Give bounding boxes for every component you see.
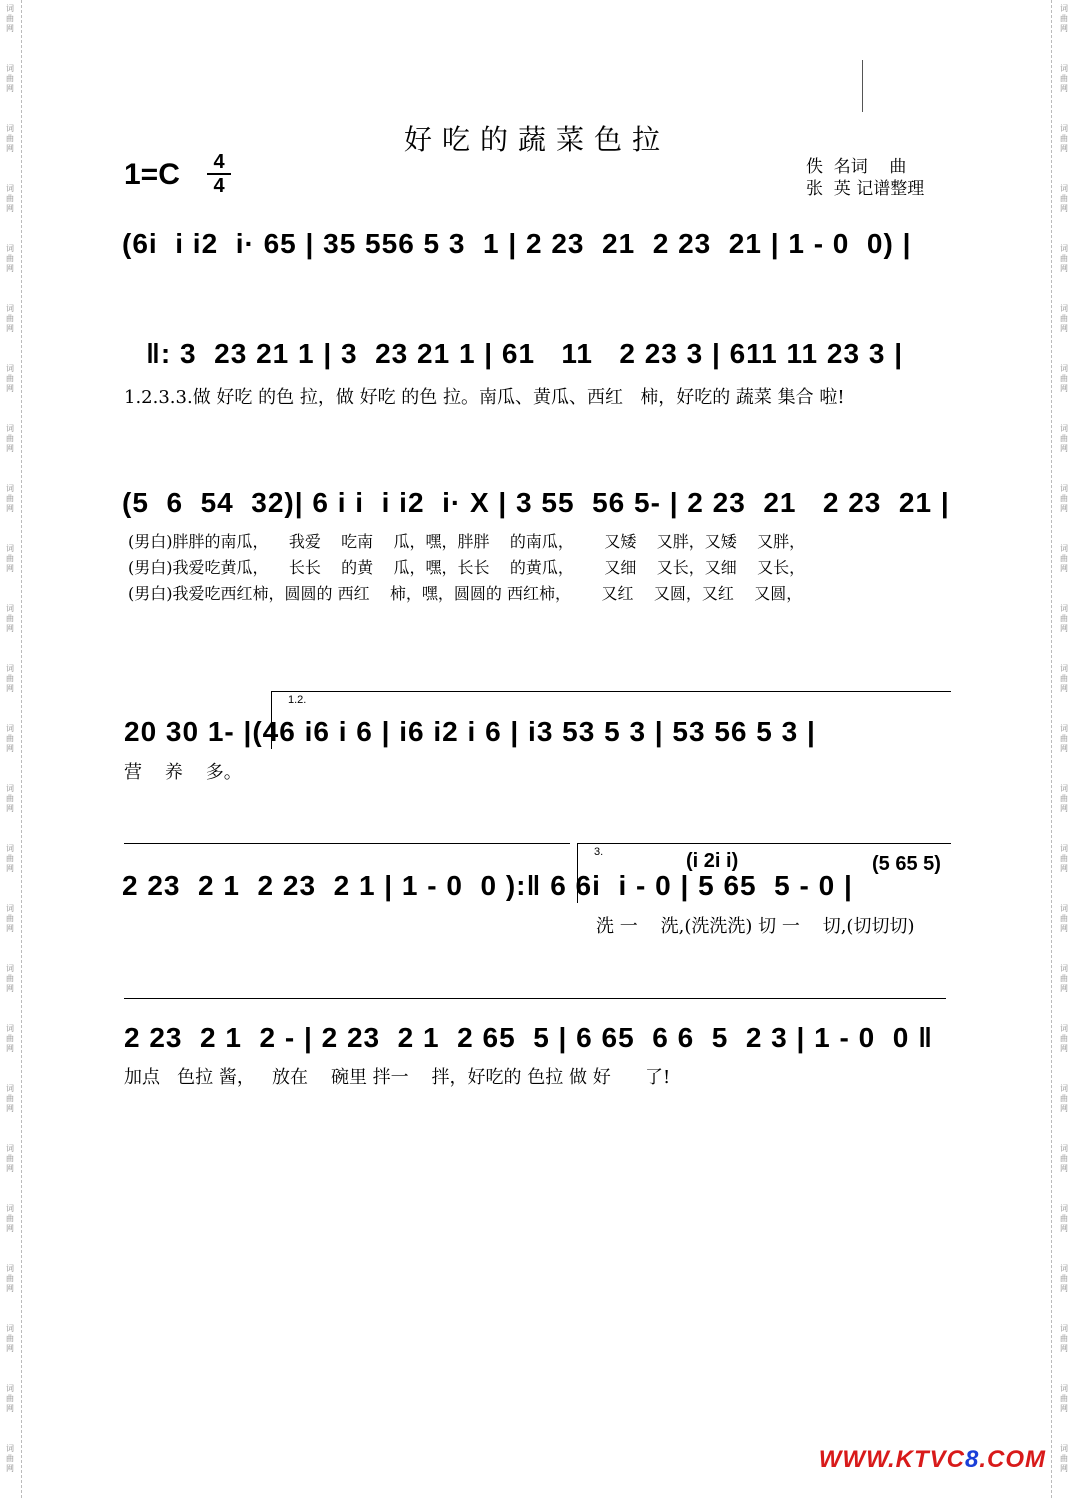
side-stamp-text: 词 曲 网 [1060,1324,1068,1353]
side-stamp-text: 词 曲 网 [6,664,14,693]
score-row-5-echo-2: (5 65 5) [872,853,941,875]
side-stamp-text: 词 曲 网 [1060,64,1068,93]
cursor-mark [862,60,863,112]
volta-3-bracket [577,843,951,844]
side-stamp-text: 词 曲 网 [6,64,14,93]
side-stamp-text: 词 曲 网 [6,904,14,933]
watermark-tail: .COM [979,1446,1046,1473]
side-stamp-text: 词 曲 网 [1060,424,1068,453]
side-stamp-text: 词 曲 网 [6,1144,14,1173]
side-stamp-text: 词 曲 网 [6,604,14,633]
side-stamp-text: 词 曲 网 [6,1324,14,1353]
side-stamp-text: 词 曲 网 [6,1204,14,1233]
watermark-main: WWW.KTVC [818,1446,965,1473]
score-row-1-notes: (6i i i2 i· 65 | 35 556 5 3 1 | 2 23 21 2 23 21 | 1 - 0 0) | [122,228,912,259]
time-signature [207,152,231,196]
side-stamp-text: 词 曲 网 [6,1264,14,1293]
side-stamp-text: 词 曲 网 [1060,1084,1068,1113]
side-stamp-text: 词 曲 网 [6,1384,14,1413]
side-stamp-text: 词 曲 网 [6,1084,14,1113]
side-stamp-text: 词 曲 网 [6,4,14,33]
left-side-stamp-strip [3,0,17,1498]
volta-1-2-continuation [124,843,570,844]
row-6-top-bracket [124,998,946,999]
side-stamp-text: 词 曲 网 [6,244,14,273]
site-watermark [819,1446,1046,1474]
score-row-4-notes: 20 30 1- |(46 i6 i 6 | i6 i2 i 6 | i3 53 5 3 | 53 56 5 3 | [124,716,816,747]
score-row-6-notes: 2 23 2 1 2 - | 2 23 2 1 2 65 5 | 6 65 6 6 5 2 3 | 1 - 0 0 ‖ [124,1022,934,1053]
right-dashed-line [1051,0,1052,1498]
side-stamp-text: 词 曲 网 [1060,1204,1068,1233]
credit-lyricist-composer: 佚 名词 曲 [806,157,907,177]
side-stamp-text: 词 曲 网 [1060,844,1068,873]
side-stamp-text: 词 曲 网 [1060,364,1068,393]
side-stamp-text: 词 曲 网 [6,544,14,573]
side-stamp-text: 词 曲 网 [1060,724,1068,753]
side-stamp-text: 词 曲 网 [1060,1444,1068,1473]
score-row-3-notes: (5 6 54 32)| 6 i i i i2 i· X | 3 55 56 5- | 2 23 21 2 23 21 | [122,487,950,518]
side-stamp-text: 词 曲 网 [1060,184,1068,213]
score-row-2-notes: ‖: 3 23 21 1 | 3 23 21 1 | 61 11 2 23 3 | 611 11 23 3 | [146,338,904,369]
score-row-5-echo-1: (i 2i i) [686,850,739,872]
time-signature-bottom: 4 [213,175,225,197]
side-stamp-text: 词 曲 网 [6,124,14,153]
credit-arranger: 张 英 记谱整理 [806,179,925,199]
score-row-6-lyric: 加点 色拉 酱， 放在 碗里 拌一 拌，好吃的 色拉 做 好 了! [124,1067,671,1088]
side-stamp-text: 词 曲 网 [6,484,14,513]
side-stamp-text: 词 曲 网 [6,1024,14,1053]
score-row-3-verse-2: (男白)我爱吃黄瓜， 长长 的黄 瓜，嘿，长长 的黄瓜， 又细 又长，又细 又长， [128,558,806,577]
side-stamp-text: 词 曲 网 [6,1444,14,1473]
side-stamp-text: 词 曲 网 [1060,244,1068,273]
score-row-3-verse-3: (男白)我爱吃西红柿，圆圆的 西红 柿，嘿，圆圆的 西红柿， 又红 又圆，又红 又圆， [128,584,803,603]
side-stamp-text: 词 曲 网 [1060,484,1068,513]
side-stamp-text: 词 曲 网 [1060,664,1068,693]
side-stamp-text: 词 曲 网 [1060,544,1068,573]
score-row-2-lyric: 1.2.3.3.做 好吃 的色 拉，做 好吃 的色 拉。南瓜、黄瓜、西红 柿，好吃的 蔬菜 集合 啦! [124,387,845,408]
time-signature-top: 4 [213,151,225,173]
side-stamp-text: 词 曲 网 [1060,124,1068,153]
watermark-accent: 8 [964,1446,980,1473]
score-row-4-lyric: 营 养 多。 [124,762,242,783]
side-stamp-text: 词 曲 网 [1060,1144,1068,1173]
side-stamp-text: 词 曲 网 [6,184,14,213]
volta-1-2-bracket [271,691,951,692]
side-stamp-text: 词 曲 网 [6,424,14,453]
side-stamp-text: 词 曲 网 [1060,1264,1068,1293]
score-row-5-lyric: 洗 一 洗,(洗洗洗) 切 一 切,(切切切) [596,916,915,937]
volta-3-label: 3. [594,846,604,858]
side-stamp-text: 词 曲 网 [1060,1024,1068,1053]
side-stamp-text: 词 曲 网 [6,304,14,333]
right-side-stamp-strip [1057,0,1071,1498]
score-row-5-notes: 2 23 2 1 2 23 2 1 | 1 - 0 0 ):‖ 6 6i i - 0 | 5 65 5 - 0 | [122,870,853,901]
side-stamp-text: 词 曲 网 [1060,784,1068,813]
score-row-3-verse-1: (男白)胖胖的南瓜， 我爱 吃南 瓜，嘿，胖胖 的南瓜， 又矮 又胖，又矮 又胖， [128,532,806,551]
song-title: 好吃的蔬菜色拉 [403,123,670,156]
side-stamp-text: 词 曲 网 [1060,1384,1068,1413]
side-stamp-text: 词 曲 网 [6,784,14,813]
side-stamp-text: 词 曲 网 [1060,904,1068,933]
side-stamp-text: 词 曲 网 [1060,304,1068,333]
side-stamp-text: 词 曲 网 [1060,964,1068,993]
volta-1-2-label: 1.2. [288,694,307,706]
left-dashed-line [21,0,22,1498]
side-stamp-text: 词 曲 网 [6,364,14,393]
side-stamp-text: 词 曲 网 [1060,604,1068,633]
side-stamp-text: 词 曲 网 [6,844,14,873]
side-stamp-text: 词 曲 网 [1060,4,1068,33]
side-stamp-text: 词 曲 网 [6,964,14,993]
side-stamp-text: 词 曲 网 [6,724,14,753]
key-signature: 1=C [124,158,180,191]
